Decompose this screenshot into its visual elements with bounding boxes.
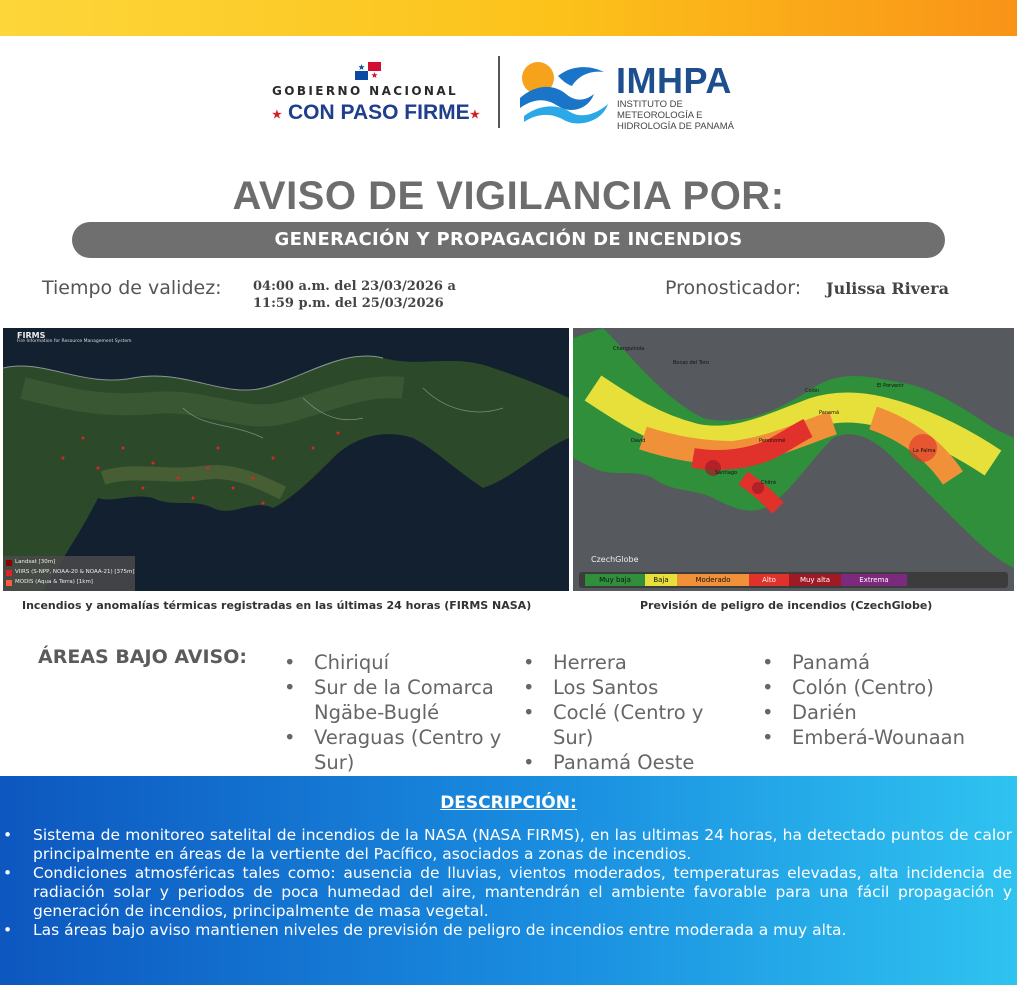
areas-column-2 (523, 650, 733, 775)
place-label: Chitré (761, 480, 777, 486)
gobierno-nacional-text: GOBIERNO NACIONAL (272, 84, 459, 98)
place-label: La Palma (913, 448, 936, 454)
place-label: Changuinola (613, 346, 645, 352)
list-item: • Condiciones atmosféricas tales como: ausencia de lluvias, vientos moderados, temperaturas elevadas, alta incidencia de radiación solar y periodos de poca humedad del aire, mantendrán el ambiente favorable para una fácil propagación y generación de incendios, principalmente de masa vegetal. (0, 864, 1012, 921)
legend-swatch-muy-alta: Muy alta (789, 574, 841, 586)
list-item: • Herrera (523, 650, 733, 675)
list-item: • Chiriquí (284, 650, 524, 675)
list-item: • Coclé (Centro y Sur) (523, 700, 733, 750)
place-label: Panamá (819, 410, 840, 416)
place-label: Colón (805, 388, 820, 394)
validity-end: 11:59 p.m. del 25/03/2026 (253, 296, 444, 311)
list-item: • Sur de la Comarca Ngäbe-Buglé (284, 675, 524, 725)
firms-brand-sub: Fire Information for Resource Management System (17, 339, 132, 344)
legend-swatch-alto: Alto (749, 574, 789, 586)
imhpa-title: IMHPA (616, 60, 732, 101)
areas-column-1 (284, 650, 524, 775)
list-item: • Panamá (762, 650, 1002, 675)
description-title: DESCRIPCIÓN: (440, 793, 577, 813)
place-label: Bocas del Toro (673, 360, 709, 366)
firms-legend-item: VIIRS (S-NPP, NOAA-20 & NOAA-21) [375m] (15, 569, 135, 575)
list-item: • Sistema de monitoreo satelital de incendios de la NASA (NASA FIRMS), en las ultimas 24 horas, ha detectado puntos de calor principalmente en áreas de la vertiente del Pacífico, asociados a zonas de incendios. (0, 826, 1012, 864)
firms-map-caption: Incendios y anomalías térmicas registradas en las últimas 24 horas (FIRMS NASA) (22, 599, 532, 612)
legend-swatch-baja: Baja (645, 574, 677, 586)
panama-flag-icon (355, 62, 381, 80)
imhpa-subtitle: INSTITUTO DE METEOROLOGÍA E HIDROLOGÍA DE PANAMÁ (617, 99, 735, 132)
place-label: El Porvenir (877, 383, 904, 389)
fire-danger-legend (585, 574, 907, 586)
legend-swatch-moderado: Moderado (677, 574, 749, 586)
legend-swatch-muy-baja: Muy baja (585, 574, 645, 586)
star-icon: ★ (272, 109, 282, 121)
list-item: • Colón (Centro) (762, 675, 1002, 700)
list-item: • Veraguas (Centro y Sur) (284, 725, 524, 775)
list-item: • Darién (762, 700, 1002, 725)
place-label: Penonomé (759, 438, 786, 444)
con-paso-firme-label: CON PASO FIRME (288, 101, 470, 124)
place-label: Santiago (715, 470, 738, 476)
place-label: David (631, 438, 646, 444)
areas-column-3 (762, 650, 1002, 750)
czechglobe-map-caption: Previsión de peligro de incendios (CzechGlobe) (640, 599, 933, 612)
firms-legend-item: MODIS (Aqua & Terra) [1km] (15, 579, 93, 585)
areas-title: ÁREAS BAJO AVISO: (38, 646, 247, 668)
description-list (0, 826, 1012, 940)
forecaster-name: Julissa Rivera (826, 279, 949, 298)
list-item: • Las áreas bajo aviso mantienen niveles de previsión de peligro de incendios entre moderada a muy alta. (0, 921, 1012, 940)
top-color-bar (0, 0, 1017, 36)
firms-legend-item: Landsat [30m] (15, 559, 56, 565)
czechglobe-brand: CzechGlobe (591, 555, 639, 564)
firms-brand: FIRMS (17, 331, 46, 340)
list-item: • Panamá Oeste (523, 750, 733, 775)
page-title: AVISO DE VIGILANCIA POR: (232, 174, 785, 218)
forecaster-label: Pronosticador: (665, 277, 802, 299)
list-item: • Emberá-Wounaan (762, 725, 1002, 750)
validity-start: 04:00 a.m. del 23/03/2026 a (253, 279, 456, 294)
czechglobe-fire-danger-map (573, 328, 1014, 591)
subtitle-banner: GENERACIÓN Y PROPAGACIÓN DE INCENDIOS (72, 222, 945, 258)
validity-label: Tiempo de validez: (42, 277, 222, 299)
firms-satellite-map (3, 328, 569, 591)
legend-swatch-extrema: Extrema (841, 574, 907, 586)
star-icon: ★ (470, 109, 480, 121)
imhpa-logo-icon (518, 58, 610, 124)
list-item: • Los Santos (523, 675, 733, 700)
logo-divider (498, 56, 500, 128)
